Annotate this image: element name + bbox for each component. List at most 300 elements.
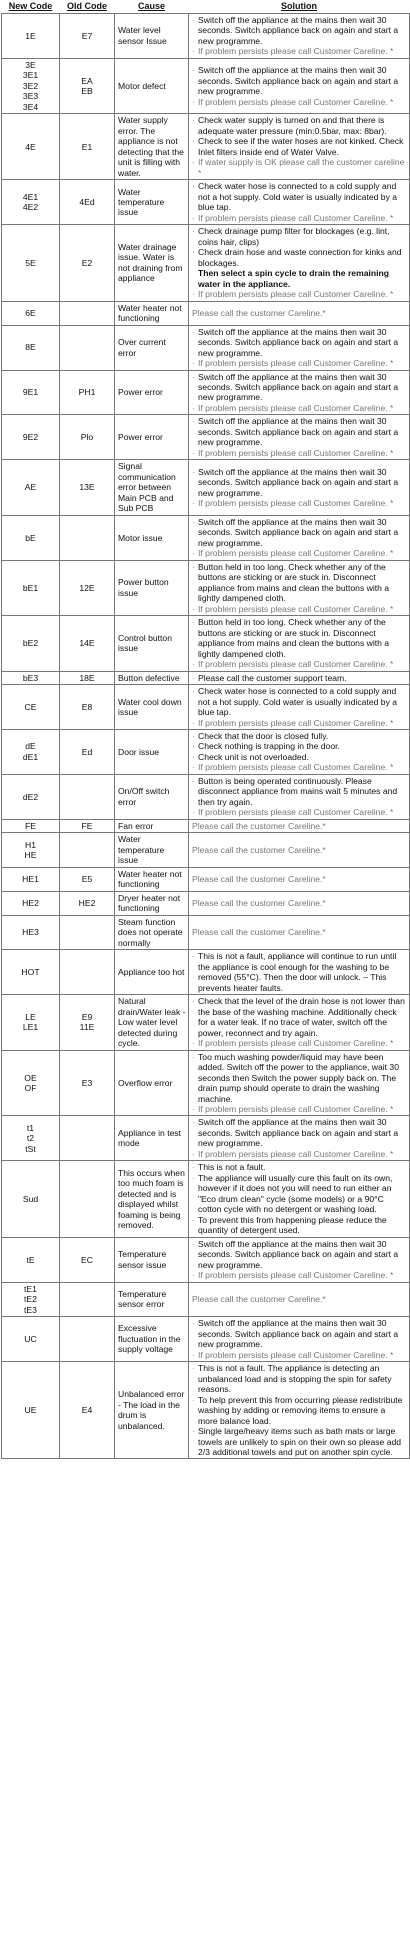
solution-line-text: If problem persists please call Customer Careline. * (198, 1270, 394, 1281)
solution-line (192, 1052, 407, 1104)
solution-line-text: This is not a fault. (198, 1162, 266, 1173)
old-code-cell-text: E9 11E (79, 1011, 95, 1033)
solution-cell (189, 301, 410, 325)
new-code-cell (2, 114, 60, 180)
cause-cell (115, 671, 189, 684)
old-code-cell (60, 833, 115, 867)
solution-line (192, 686, 407, 717)
cause-cell (115, 730, 189, 775)
solution-cell (189, 730, 410, 775)
bullet-icon: · (192, 731, 195, 741)
new-code-cell-text: UE (24, 1405, 37, 1416)
table-row (2, 616, 410, 671)
solution-line-text: If problem persists please call Customer Careline. * (198, 1148, 394, 1159)
new-code-cell (2, 891, 60, 915)
cause-cell-text: Door issue (118, 746, 160, 757)
solution-line-text: Switch off the appliance at the mains then wait 30 seconds. Switch appliance back on again and start a new programme. (198, 65, 399, 97)
header-row (2, 0, 410, 14)
solution-line (192, 898, 407, 908)
solution-line-text: Switch off the appliance at the mains then wait 30 seconds. Switch appliance back on again and start a new programme. (198, 416, 399, 448)
header-cause: Cause (115, 0, 189, 14)
new-code-cell (2, 833, 60, 867)
bullet-icon: · (192, 762, 195, 773)
cause-cell (115, 833, 189, 867)
new-code-cell-text: UC (24, 1333, 37, 1344)
old-code-cell-text: E8 (81, 701, 93, 712)
bullet-icon: · (192, 548, 195, 559)
table-row (2, 180, 410, 225)
cause-cell-text: Fan error (118, 820, 154, 831)
cause-cell-text: Water temperature issue (118, 834, 165, 866)
solution-line (192, 403, 407, 413)
old-code-cell (60, 685, 115, 730)
new-code-cell (2, 370, 60, 415)
table-row (2, 560, 410, 615)
old-code-cell (60, 867, 115, 891)
solution-cell (189, 995, 410, 1050)
bullet-icon: · (192, 371, 195, 382)
solution-line (192, 46, 407, 56)
old-code-cell (60, 460, 115, 515)
solution-line-text: Button held in too long. Check whether any of the buttons are sticking or are stuck in. Disconnect appliance from mains and clean the buttons with a lightly dampened cloth. (198, 617, 390, 659)
old-code-cell (60, 915, 115, 949)
solution-line (192, 372, 407, 403)
table-row (2, 891, 410, 915)
cause-cell-text: Motor defect (118, 80, 166, 91)
solution-line (192, 448, 407, 458)
cause-cell-text: Water heater not functioning (118, 302, 182, 324)
bullet-icon: · (192, 1394, 195, 1405)
new-code-cell (2, 1317, 60, 1362)
solution-line-text: Please call the customer Careline.* (192, 1294, 326, 1305)
solution-line-text: Switch off the appliance at the mains then wait 30 seconds. Switch appliance back on again and start a new programme. (198, 1238, 399, 1270)
new-code-cell-text: HOT (21, 966, 40, 977)
bullet-icon: · (192, 672, 195, 683)
cause-cell (115, 460, 189, 515)
solution-cell (189, 1317, 410, 1362)
cause-cell (115, 1050, 189, 1116)
new-code-cell (2, 995, 60, 1050)
cause-cell (115, 301, 189, 325)
cause-cell (115, 1317, 189, 1362)
bullet-icon: · (192, 717, 195, 728)
cause-cell (115, 370, 189, 415)
solution-line-text: Switch off the appliance at the mains then wait 30 seconds. Switch appliance back on again and start a new programme. (198, 1318, 399, 1350)
solution-line (192, 741, 407, 751)
old-code-cell (60, 560, 115, 615)
old-code-cell-text: Ed (81, 746, 93, 757)
new-code-cell (2, 1161, 60, 1237)
solution-line-text: If problem persists please call Customer Careline. * (198, 96, 394, 107)
error-code-table (1, 0, 410, 1459)
table-row (2, 325, 410, 370)
solution-line-text: If problem persists please call Customer Careline. * (198, 402, 394, 413)
cause-cell (115, 1161, 189, 1237)
bullet-icon: · (192, 402, 195, 413)
cause-cell-text: On/Off switch error (118, 786, 170, 807)
bullet-icon: · (192, 561, 195, 572)
new-code-cell (2, 774, 60, 819)
bullet-icon: · (192, 136, 195, 147)
table-row (2, 1362, 410, 1459)
solution-line (192, 268, 407, 289)
cause-cell-text: Power error (118, 432, 163, 443)
cause-cell-text: Natural drain/Water leak - Low water level detected during cycle. (118, 996, 186, 1049)
solution-line-text: If problem persists please call Customer Careline. * (198, 1349, 394, 1360)
solution-line (192, 1162, 407, 1172)
solution-cell (189, 225, 410, 301)
bullet-icon: · (192, 1051, 195, 1062)
table-row (2, 1317, 410, 1362)
header-old-code: Old Code (60, 0, 115, 14)
bullet-icon: · (192, 466, 195, 477)
solution-line (192, 498, 407, 508)
solution-line (192, 15, 407, 46)
bullet-icon: · (192, 326, 195, 337)
solution-line-text: Check drainage pump filter for blockages (e.g. lint, coins hair, clips) (198, 226, 390, 247)
old-code-cell (60, 950, 115, 995)
cause-cell (115, 325, 189, 370)
solution-line-text: Button held in too long. Check whether any of the buttons are sticking or are stuck in. Disconnect appliance from mains and clean the buttons with a lightly dampened cloth. (198, 561, 390, 604)
old-code-cell-text: E5 (81, 874, 93, 885)
table-row (2, 833, 410, 867)
header-new-code: New Code (2, 0, 60, 14)
solution-line (192, 659, 407, 669)
new-code-cell-text: AE (24, 482, 37, 493)
new-code-cell-text: tE1 tE2 tE3 (24, 1283, 37, 1315)
cause-cell-text: Control button issue (118, 632, 172, 654)
old-code-cell-text: HE2 (78, 898, 96, 909)
solution-cell (189, 1116, 410, 1161)
new-code-cell (2, 58, 60, 113)
solution-line-text: Single large/heavy items such as bath mats or large towels are unlikely to spin on their own so please add 2/3 additional towels and put on another spin cycle. (198, 1426, 402, 1457)
table-row (2, 819, 410, 832)
bullet-icon: · (192, 212, 195, 223)
cause-cell-text: Motor issue (118, 532, 163, 543)
old-code-cell (60, 1237, 115, 1282)
bullet-icon: · (192, 181, 195, 192)
old-code-cell-text: 4Ed (79, 196, 95, 207)
bullet-icon: · (192, 358, 195, 369)
solution-cell (189, 1237, 410, 1282)
cause-cell-text: Water heater not functioning (118, 868, 182, 890)
bullet-icon: · (192, 157, 195, 168)
bullet-icon: · (192, 247, 195, 258)
old-code-cell (60, 1317, 115, 1362)
old-code-cell (60, 671, 115, 684)
solution-cell (189, 415, 410, 460)
solution-line-text: Please call the customer Careline.* (192, 898, 326, 909)
bullet-icon: · (192, 1172, 195, 1183)
table-row (2, 1116, 410, 1161)
solution-line-text: If problem persists please call Customer Careline. * (198, 289, 394, 300)
solution-cell (189, 325, 410, 370)
table-row (2, 515, 410, 560)
old-code-cell (60, 515, 115, 560)
bullet-icon: · (192, 1214, 195, 1225)
solution-line (192, 617, 407, 659)
cause-cell-text: Excessive fluctuation in the supply voltage (118, 1323, 181, 1355)
solution-line (192, 762, 407, 772)
new-code-cell-text: 9E1 (22, 387, 39, 398)
solution-line (192, 181, 407, 212)
old-code-cell-text: Plo (80, 432, 94, 443)
solution-line (192, 136, 407, 157)
old-code-cell (60, 180, 115, 225)
solution-line (192, 1173, 407, 1215)
cause-cell (115, 1282, 189, 1316)
old-code-cell-text: E7 (81, 30, 93, 41)
cause-cell (115, 819, 189, 832)
bullet-icon: · (192, 226, 195, 237)
new-code-cell-text: dE dE1 (22, 741, 39, 762)
new-code-cell (2, 1116, 60, 1161)
new-code-cell-text: 8E (25, 342, 36, 353)
bullet-icon: · (192, 1038, 195, 1049)
new-code-cell (2, 616, 60, 671)
solution-line (192, 927, 407, 937)
old-code-cell-text: EC (81, 1254, 93, 1265)
table-row (2, 370, 410, 415)
cause-cell (115, 225, 189, 301)
solution-cell (189, 950, 410, 995)
new-code-cell (2, 180, 60, 225)
solution-line (192, 1395, 407, 1426)
new-code-cell-text: 1E (25, 30, 36, 41)
solution-line-text: To prevent this from happening please reduce the quantity of detergent used. (198, 1214, 387, 1236)
old-code-cell (60, 301, 115, 325)
table-row (2, 867, 410, 891)
cause-cell (115, 867, 189, 891)
old-code-cell (60, 1161, 115, 1237)
solution-line-text: Check to see if the water hoses are not kinked. Check Inlet filters inside end of Water Valve. (198, 136, 404, 157)
bullet-icon: · (192, 289, 195, 300)
solution-line (192, 1426, 407, 1457)
old-code-cell (60, 1282, 115, 1316)
cause-cell-text: Appliance in test mode (118, 1127, 182, 1149)
cause-cell-text: Water supply error. The appliance is not detecting that the unit is filling with water. (118, 115, 184, 178)
bullet-icon: · (192, 951, 195, 962)
bullet-icon: · (192, 741, 195, 752)
solution-cell (189, 685, 410, 730)
cause-cell (115, 1237, 189, 1282)
solution-line-text: If problem persists please call Customer Careline. * (198, 46, 394, 57)
old-code-cell (60, 1362, 115, 1459)
old-code-cell (60, 730, 115, 775)
new-code-cell (2, 867, 60, 891)
solution-line (192, 1038, 407, 1048)
old-code-cell-text: 18E (79, 672, 95, 683)
new-code-cell (2, 460, 60, 515)
old-code-cell-text: E4 (81, 1405, 93, 1416)
solution-line (192, 226, 407, 247)
old-code-cell-text: PH1 (78, 387, 96, 398)
bullet-icon: · (192, 96, 195, 107)
cause-cell-text: Water drainage issue. Water is not draining from appliance (118, 241, 183, 284)
new-code-cell (2, 325, 60, 370)
solution-line-text: Check water hose is connected to a cold supply and not a hot supply. Cold water is usually indicated by a blue tap. (198, 181, 398, 213)
solution-line (192, 1270, 407, 1280)
solution-line (192, 157, 407, 178)
table-row (2, 730, 410, 775)
solution-line-text: If problem persists please call Customer Careline. * (198, 717, 394, 728)
table-row (2, 950, 410, 995)
solution-line (192, 1239, 407, 1270)
solution-line-text: Check water supply is turned on and that there is adequate water pressure (min:0.5bar, max: 8bar). (198, 115, 387, 136)
cause-cell-text: Power error (118, 387, 163, 398)
cause-cell (115, 891, 189, 915)
solution-line (192, 718, 407, 728)
cause-cell-text: Steam function does not operate normally (118, 916, 183, 948)
table-row (2, 415, 410, 460)
solution-cell (189, 867, 410, 891)
solution-line (192, 65, 407, 96)
new-code-cell (2, 915, 60, 949)
old-code-cell-text: E3 (81, 1077, 93, 1088)
bullet-icon: · (192, 1426, 195, 1437)
solution-line-text: Check water hose is connected to a cold supply and not a hot supply. Cold water is usually indicated by a blue tap. (198, 686, 398, 718)
solution-line (192, 776, 407, 807)
cause-cell-text: Signal communication error between Main PCB and Sub PCB (118, 461, 176, 514)
cause-cell (115, 114, 189, 180)
solution-line (192, 548, 407, 558)
solution-line-text: Please call the customer Careline.* (192, 874, 326, 885)
new-code-cell-text: bE1 (22, 582, 39, 593)
solution-cell (189, 819, 410, 832)
old-code-cell-text: EA EB (81, 75, 93, 97)
bullet-icon: · (192, 1148, 195, 1159)
new-code-cell (2, 685, 60, 730)
old-code-cell (60, 58, 115, 113)
solution-cell (189, 1050, 410, 1116)
table-row (2, 460, 410, 515)
cause-cell-text: Water temperature issue (118, 186, 165, 218)
new-code-cell (2, 1362, 60, 1459)
bullet-icon: · (192, 1103, 195, 1114)
solution-cell (189, 1282, 410, 1316)
solution-line-text: If problem persists please call Customer Careline. * (198, 659, 394, 670)
solution-line (192, 416, 407, 447)
new-code-cell (2, 225, 60, 301)
solution-line (192, 1294, 407, 1304)
bullet-icon: · (192, 498, 195, 509)
bullet-icon: · (192, 416, 195, 427)
new-code-cell-text: bE3 (22, 672, 39, 683)
solution-line (192, 996, 407, 1038)
solution-line (192, 673, 407, 683)
new-code-cell-text: LE LE1 (22, 1011, 39, 1033)
new-code-cell (2, 560, 60, 615)
solution-cell (189, 616, 410, 671)
table-row (2, 774, 410, 819)
solution-cell (189, 1362, 410, 1459)
solution-line-text: Check that the door is closed fully. (198, 731, 329, 741)
new-code-cell-text: t1 t2 tSt (25, 1122, 36, 1154)
solution-line (192, 247, 407, 268)
bullet-icon: · (192, 15, 195, 25)
solution-line (192, 289, 407, 299)
cause-cell-text: Water cool down issue (118, 696, 182, 718)
old-code-cell (60, 995, 115, 1050)
table-row (2, 995, 410, 1050)
new-code-cell-text: H1 HE (24, 839, 37, 861)
old-code-cell (60, 415, 115, 460)
bullet-icon: · (192, 1318, 195, 1329)
table-row (2, 114, 410, 180)
solution-line-text: Too much washing powder/liquid may have been added. Switch off the power to the appliance, wait 30 seconds then Switch the power supply back on. The drain pump should operate to drain the washing machine. (198, 1051, 399, 1104)
bullet-icon: · (192, 115, 195, 126)
solution-line (192, 467, 407, 498)
solution-line-text: If problem persists please call Customer Careline. * (198, 1038, 394, 1049)
solution-cell (189, 774, 410, 819)
table-row (2, 671, 410, 684)
cause-cell (115, 515, 189, 560)
cause-cell (115, 180, 189, 225)
solution-line-text: Switch off the appliance at the mains then wait 30 seconds. Switch appliance back on again and start a new programme. (198, 516, 399, 548)
solution-line (192, 1117, 407, 1148)
solution-line-text: Please call the customer Careline.* (192, 927, 326, 938)
bullet-icon: · (192, 603, 195, 614)
solution-line (192, 752, 407, 762)
solution-line-text: If problem persists please call Customer Careline. * (198, 1103, 394, 1114)
bullet-icon: · (192, 46, 195, 57)
bullet-icon: · (192, 686, 195, 697)
new-code-cell (2, 1050, 60, 1116)
cause-cell-text: Unbalanced error - The load in the drum is unbalanced. (118, 1389, 185, 1431)
solution-line-text: This is not a fault. The appliance is detecting an unbalanced load and is stopping the spin for safety reasons. (198, 1363, 392, 1395)
solution-line-text: Switch off the appliance at the mains then wait 30 seconds. Switch appliance back on again and start a new programme. (198, 15, 399, 46)
solution-line-text: If problem persists please call Customer Careline. * (198, 447, 394, 458)
solution-line-text: Button is being operated continuously. Please disconnect appliance from mains wait 5 minutes and then try again. (198, 775, 398, 807)
solution-line-text: If problem persists please call Customer Careline. * (198, 358, 394, 369)
cause-cell (115, 415, 189, 460)
old-code-cell (60, 325, 115, 370)
solution-line-text: Switch off the appliance at the mains then wait 30 seconds. Switch appliance back on again and start a new programme. (198, 466, 399, 498)
bullet-icon: · (192, 1117, 195, 1128)
new-code-cell-text: bE (25, 532, 36, 543)
bullet-icon: · (192, 775, 195, 786)
cause-cell (115, 58, 189, 113)
new-code-cell (2, 1237, 60, 1282)
solution-line-text: Check unit is not overloaded. (198, 751, 309, 762)
table-row (2, 1237, 410, 1282)
solution-line-text: Then select a spin cycle to drain the remaining water in the appliance. (198, 268, 390, 289)
new-code-cell-text: HE3 (22, 927, 39, 938)
old-code-cell-text: E2 (81, 257, 93, 268)
solution-line (192, 358, 407, 368)
new-code-cell-text: 5E (25, 257, 36, 268)
cause-cell-text: Temperature sensor error (118, 1288, 167, 1310)
solution-line-text: Please call the customer Careline.* (192, 307, 326, 318)
solution-line (192, 1363, 407, 1394)
cause-cell (115, 685, 189, 730)
solution-line-text: If problem persists please call Customer Careline. * (198, 498, 394, 509)
cause-cell (115, 995, 189, 1050)
old-code-cell (60, 891, 115, 915)
solution-line-text: To help prevent this from occurring please redistribute washing by adding or removing items to ensure a more balance load. (198, 1394, 403, 1426)
solution-line (192, 821, 407, 831)
table-row (2, 58, 410, 113)
header-solution: Solution (189, 0, 410, 14)
new-code-cell-text: bE2 (22, 638, 39, 649)
old-code-cell (60, 819, 115, 832)
old-code-cell (60, 1050, 115, 1116)
solution-line-text: The appliance will usually cure this fault on its own, however if it does not you will need to run either an "Eco drum clean" cycle (some models) or a 90°C cotton cycle with no detergent or washing load. (198, 1172, 393, 1215)
solution-cell (189, 114, 410, 180)
solution-line (192, 951, 407, 993)
solution-line (192, 97, 407, 107)
solution-cell (189, 833, 410, 867)
